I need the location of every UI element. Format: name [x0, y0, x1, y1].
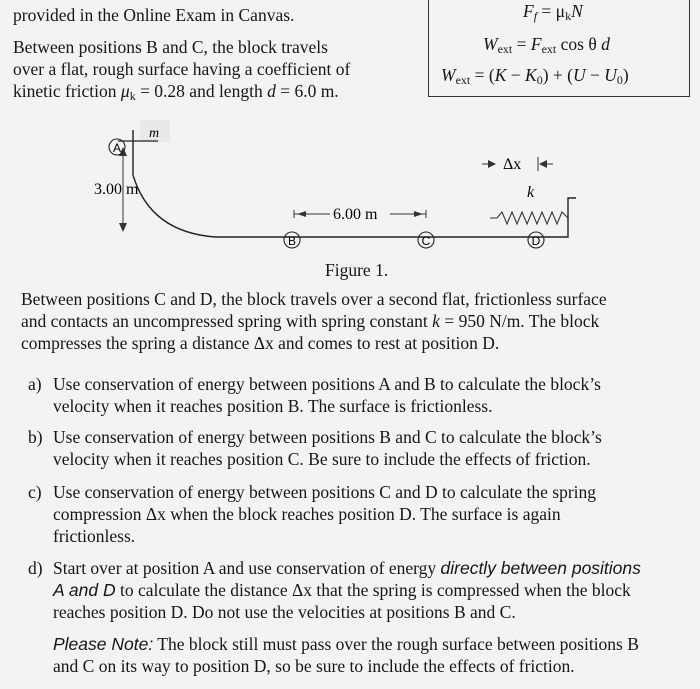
position-c-label: C: [421, 234, 431, 248]
height-label: 3.00 m: [94, 181, 139, 198]
spring: [497, 212, 568, 224]
intro-bc-line3-end: = 6.0 m.: [280, 81, 339, 101]
intro-bc-line3-post: = 0.28 and length: [140, 81, 263, 101]
question-d-line1-pre: Start over at position A and use conservation of energy: [53, 558, 437, 578]
question-c-line3: frictionless.: [53, 526, 136, 546]
figure-caption: Figure 1.: [325, 260, 389, 280]
position-a-label: A: [112, 141, 122, 155]
note-line2: and C on its way to position D, so be sure to include the effects of friction.: [53, 656, 575, 676]
intro-bc-line3-pre: kinetic friction: [13, 81, 117, 101]
question-d-line2-italic: A and D: [53, 580, 116, 600]
question-c-line1: Use conservation of energy between positions C and D to calculate the spring: [53, 482, 597, 502]
question-b-label: b): [28, 427, 43, 447]
note-line1: [53, 634, 639, 655]
question-a-label: a): [28, 374, 42, 394]
intro-bc-line3: kinetic friction $\mu_k = 0.28$ and length d = 6.0 m.: [13, 81, 339, 103]
length-arrow-right: [414, 211, 423, 217]
figure-diagram: [0, 0, 700, 260]
equation-work-force: $W_{ext} = F_{ext}$ cos θ d: [483, 34, 610, 56]
question-d-line2: [53, 580, 631, 601]
intro-cd-line2-end: = 950 N/m. The block: [444, 311, 600, 331]
dx-arrow-right: [539, 160, 547, 168]
k-label: k: [527, 184, 535, 201]
dx-arrow-left: [488, 160, 496, 168]
intro-cd-line1: Between positions C and D, the block travels over a second flat, frictionless surface: [21, 289, 607, 309]
intro-top-line: provided in the Online Exam in Canvas.: [13, 5, 295, 25]
position-d-label: D: [531, 234, 541, 248]
intro-cd-line3: compresses the spring a distance Δx and comes to rest at position D.: [21, 333, 500, 353]
question-c-line2: compression Δx when the block reaches position D. The surface is again: [53, 504, 561, 524]
length-label: 6.00 m: [333, 206, 378, 223]
question-d-line1: [53, 558, 641, 579]
intro-bc-line1: Between positions B and C, the block travels: [13, 37, 328, 57]
question-b-line1: Use conservation of energy between positions B and C to calculate the block’s: [53, 427, 602, 447]
question-c-label: c): [28, 482, 42, 502]
mass-label: m: [149, 126, 160, 141]
note-line1-text: The block still must pass over the rough surface between positions B: [157, 634, 639, 654]
position-b-label: B: [287, 234, 297, 248]
equation-friction: $F_f = \mu_kN$: [523, 1, 583, 23]
question-a-line2: velocity when it reaches position B. The surface is frictionless.: [53, 396, 493, 416]
equation-work-energy: $W_{ext} = (K - K_0) + (U - U_0)$: [441, 65, 629, 87]
dx-label: Δx: [503, 156, 522, 173]
question-d-line3: reaches position D. Do not use the velocities at positions B and C.: [53, 602, 516, 622]
intro-bc-line2: over a flat, rough surface having a coefficient of: [13, 59, 351, 79]
question-d-line1-italic: directly between positions: [440, 558, 641, 578]
question-a-line1: Use conservation of energy between positions A and B to calculate the block’s: [53, 374, 601, 394]
length-arrow-left: [297, 211, 306, 217]
question-d-line2-post: to calculate the distance Δx that the spring is compressed when the block: [119, 580, 631, 600]
question-b-line2: velocity when it reaches position C. Be sure to include the effects of friction.: [53, 449, 591, 469]
intro-cd-line2-text: and contacts an uncompressed spring with spring constant: [21, 311, 428, 331]
note-label: Please Note:: [53, 634, 154, 654]
intro-cd-line2: and contacts an uncompressed spring with spring constant k = 950 N/m. The block: [21, 311, 600, 331]
question-d-label: d): [28, 558, 43, 578]
height-arrow-down: [119, 223, 127, 232]
